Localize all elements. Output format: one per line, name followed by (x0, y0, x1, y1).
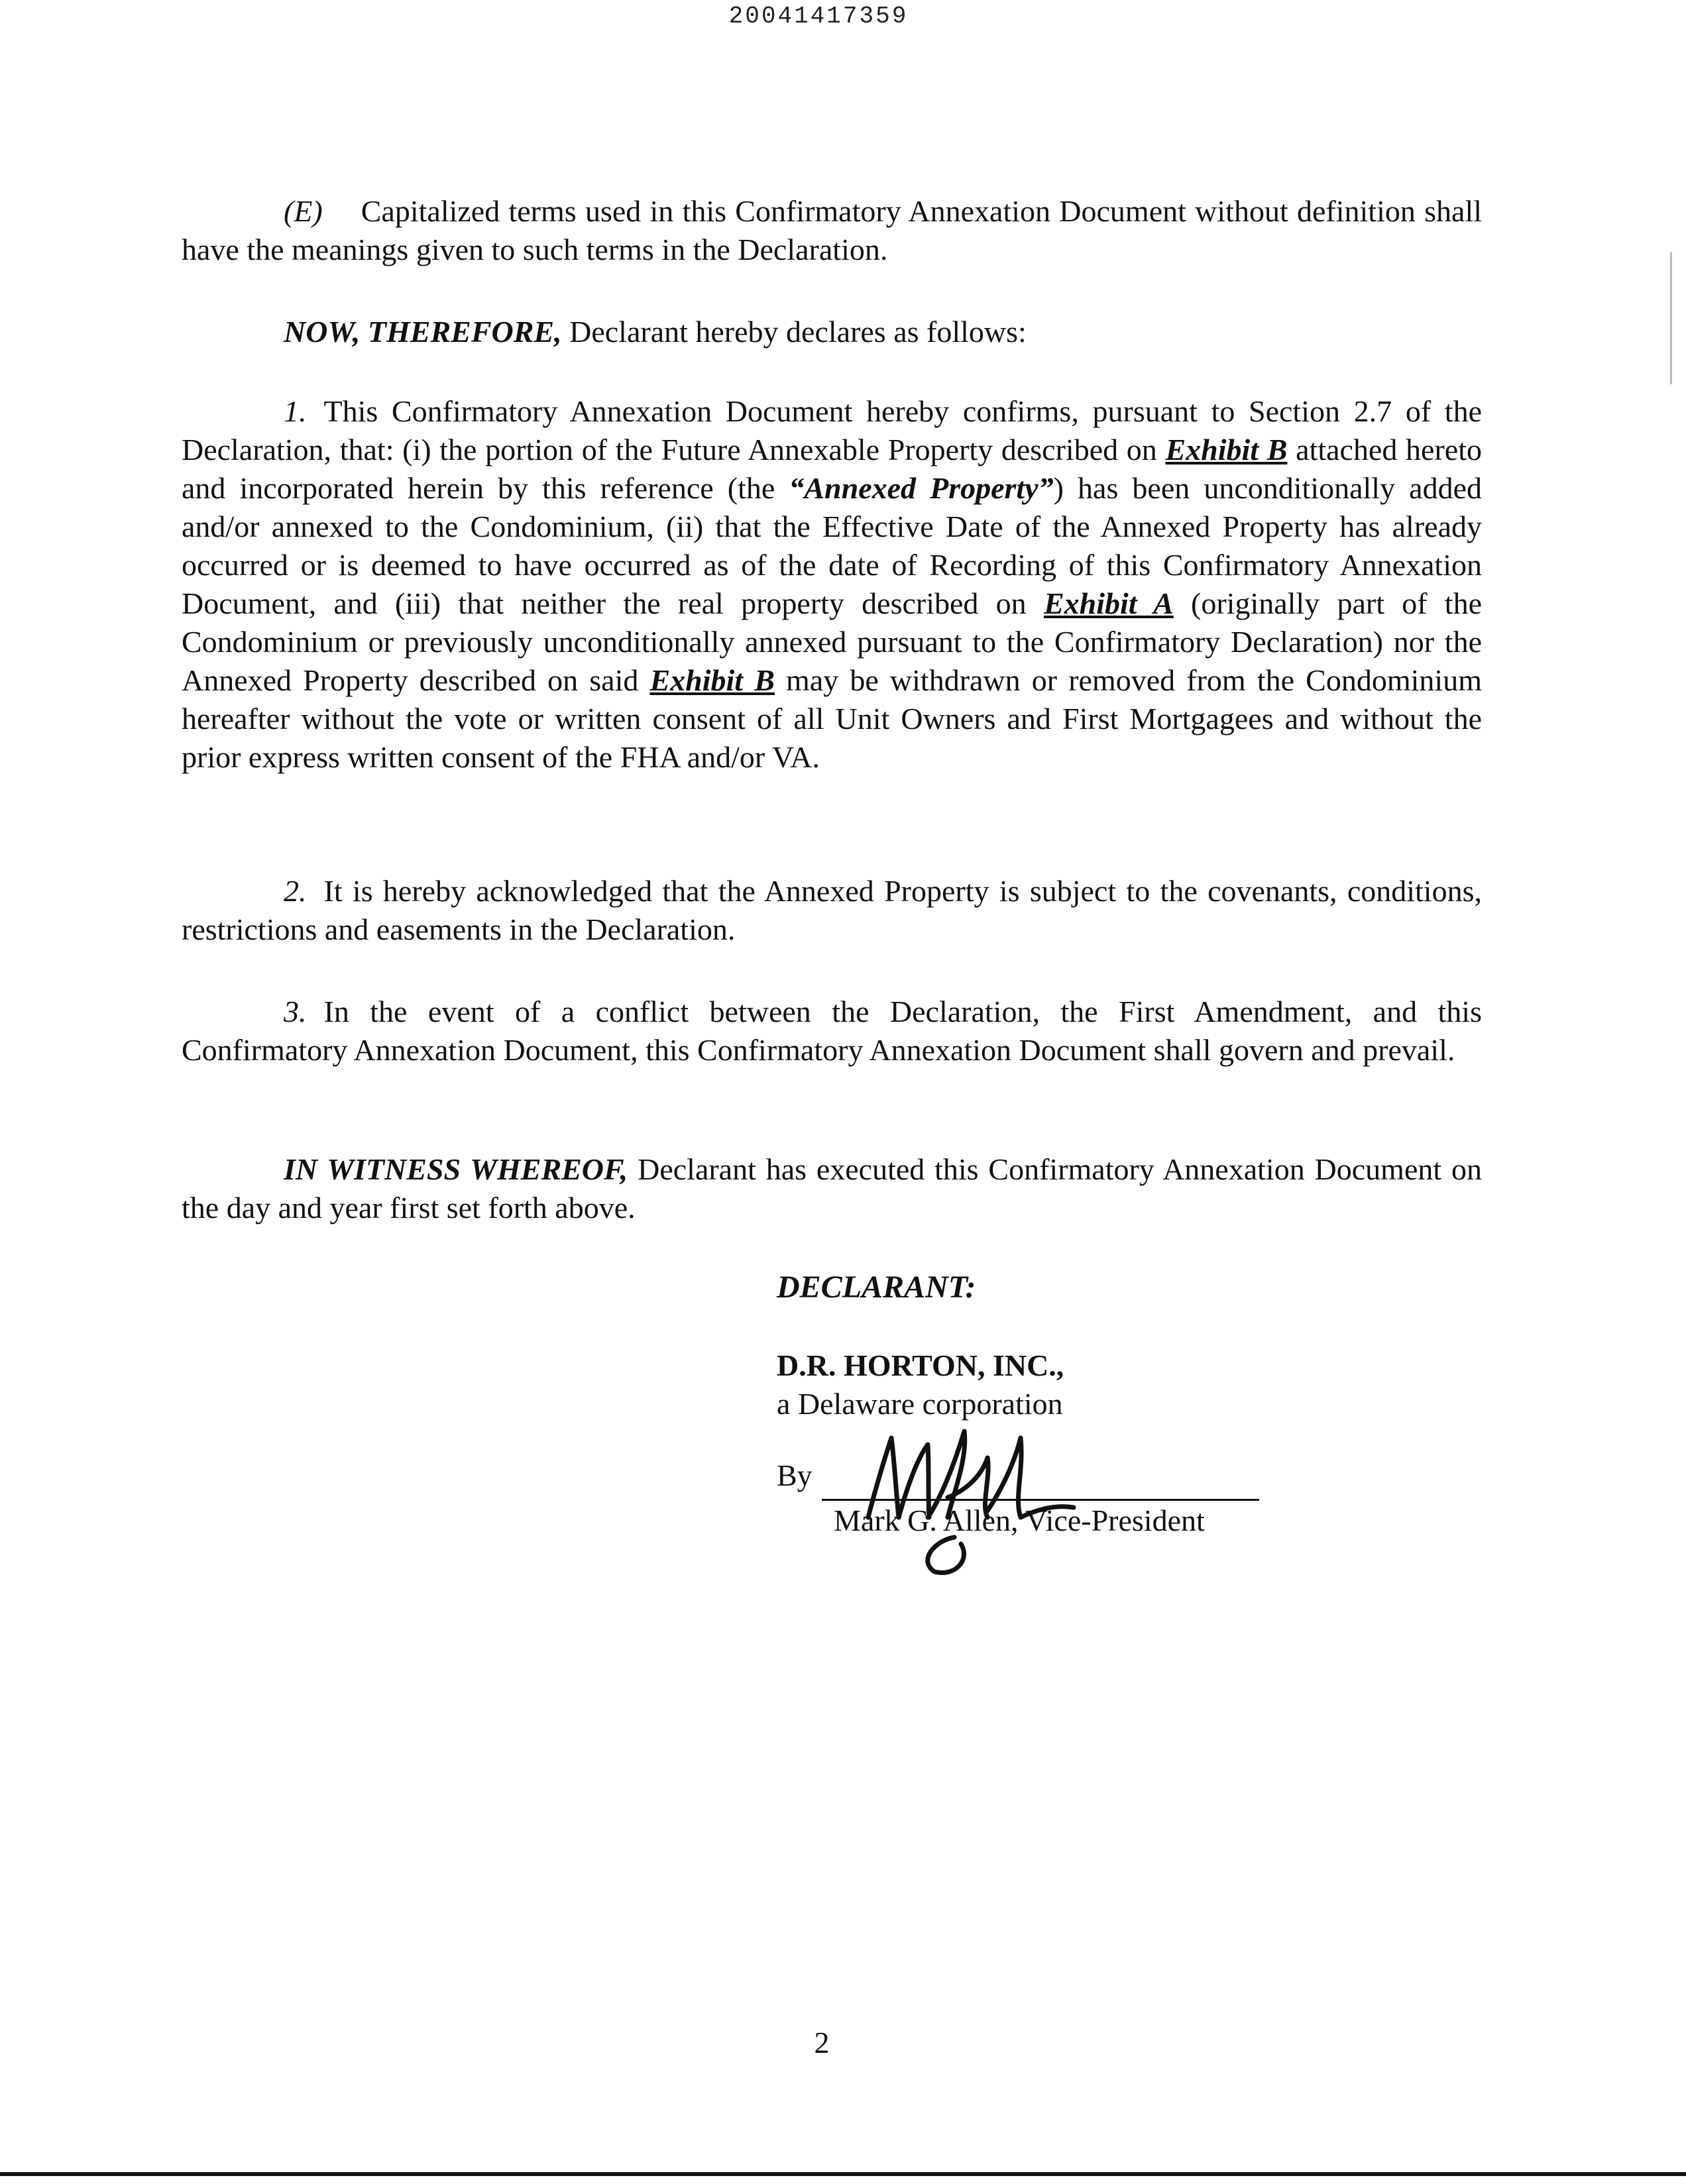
annexed-property-term: “Annexed Property” (789, 471, 1054, 505)
declarant-heading: DECLARANT: (777, 1270, 976, 1305)
scan-edge-mark (1670, 252, 1672, 384)
page-number: 2 (814, 2026, 830, 2059)
paragraph-in-witness (182, 1150, 1482, 1227)
paragraph-1-marker: 1. (284, 394, 307, 428)
bottom-border (0, 2172, 1686, 2176)
paragraph-e-text: Capitalized terms used in this Confirmatory Annexation Document without definition shall have the meanings given to such terms in the Declaration. (182, 194, 1482, 266)
paragraph-1-text-a: This Confirmatory Annexation Document hereby confirms, pursuant to Section 2.7 of the Declaration, that: (i) the portion of the Future Annexable Property described on (182, 394, 1482, 466)
paragraph-now-therefore (182, 313, 1482, 351)
paragraph-3-marker: 3. (284, 995, 307, 1028)
paragraph-1-text-b: attached hereto and incorporated herein by this reference (the (182, 433, 1482, 505)
in-witness-text: Declarant has executed this Confirmatory Annexation Document on the day and year first set forth above. (182, 1152, 1482, 1225)
exhibit-b-reference: Exhibit B (1165, 433, 1288, 466)
in-witness-lead: IN WITNESS WHEREOF, (284, 1152, 628, 1186)
signer-name: Mark G. Allen, Vice-President (834, 1503, 1205, 1537)
by-label: By (777, 1458, 813, 1492)
paragraph-1-text-e: may be withdrawn or removed from the Condominium hereafter without the vote or written consent of all Unit Owners and First Mortgagees and without the prior express written consent of the FHA and/or VA. (182, 663, 1482, 774)
exhibit-b-reference-second: Exhibit B (649, 663, 775, 697)
paragraph-2 (182, 872, 1482, 949)
handwritten-signature (855, 1418, 1094, 1577)
paragraph-1-text-c: ) has been unconditionally added and/or annexed to the Condominium, (ii) that the Effective Date of the Annexed Property has already occurred or is deemed to have occurred as of the date of Recording of this Confirmatory Annexation Document, and (iii) that neither the real property described on (182, 471, 1482, 620)
paragraph-3 (182, 993, 1482, 1069)
exhibit-a-reference: Exhibit A (1043, 586, 1174, 620)
company-description: a Delaware corporation (777, 1387, 1063, 1421)
document-number: 20041417359 (728, 3, 909, 30)
company-name: D.R. HORTON, INC., (777, 1348, 1064, 1382)
now-therefore-lead: NOW, THEREFORE, (284, 315, 562, 349)
paragraph-1-text-d: (originally part of the Condominium or previously unconditionally annexed pursuant to the Confirmatory Declaration) nor the Annexed Property described on said (182, 586, 1482, 697)
paragraph-3-text: In the event of a conflict between the Declaration, the First Amendment, and this Confirmatory Annexation Document, this Confirmatory Annexation Document shall govern and prevail. (182, 995, 1482, 1067)
paragraph-1 (182, 392, 1482, 777)
paragraph-e (182, 192, 1482, 269)
paragraph-2-text: It is hereby acknowledged that the Annexed Property is subject to the covenants, conditions, restrictions and easements in the Declaration. (182, 874, 1482, 946)
paragraph-e-marker: (E) (284, 194, 323, 228)
paragraph-2-marker: 2. (284, 874, 307, 908)
now-therefore-text: Declarant hereby declares as follows: (561, 315, 1027, 349)
